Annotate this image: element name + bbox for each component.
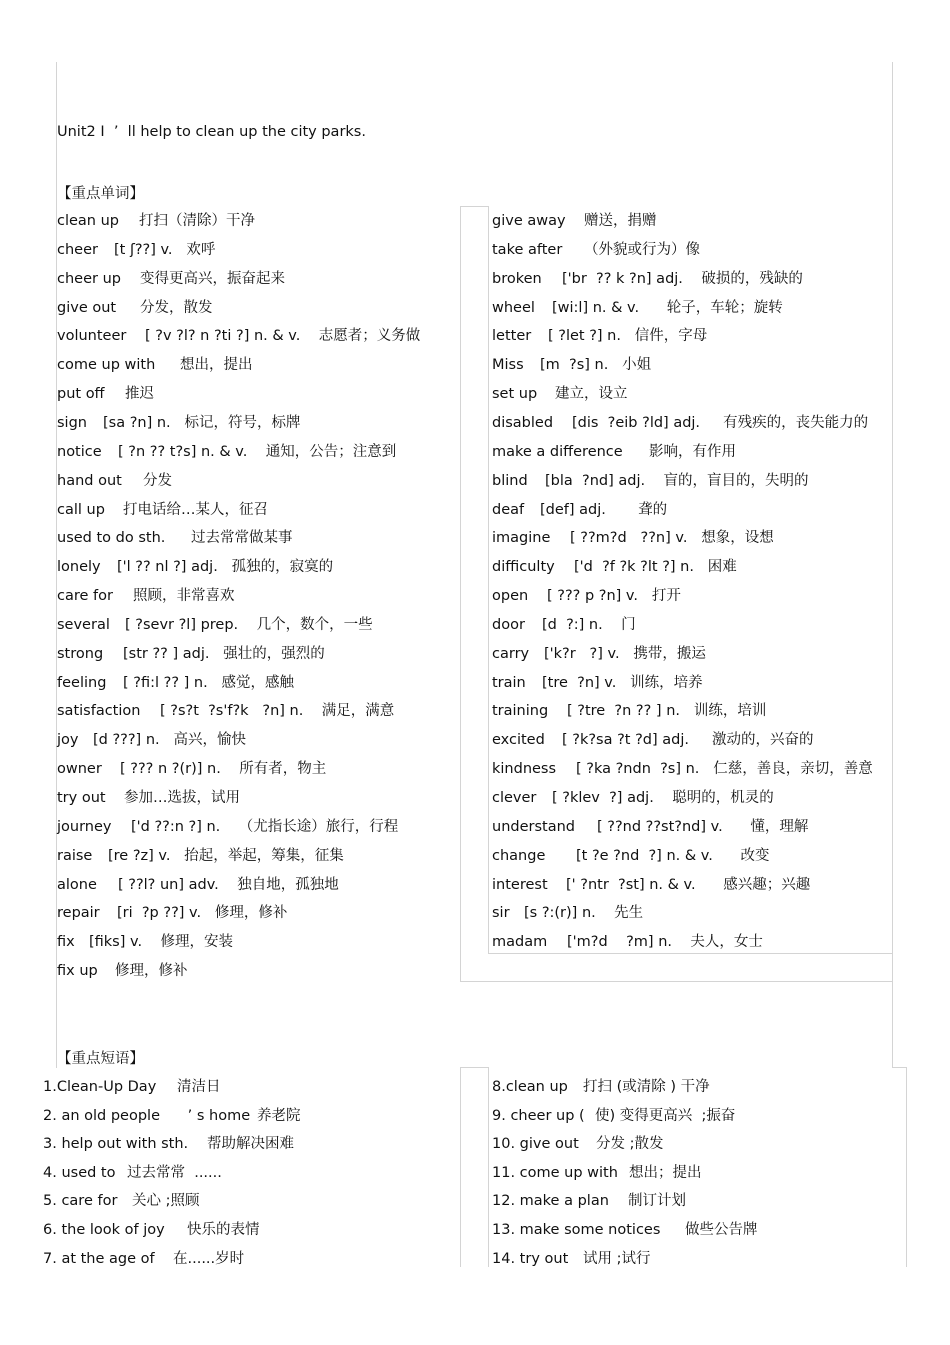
definition: 使) 变得更高兴 ;振奋 [595,1107,736,1124]
term: wheel [492,299,535,316]
column-border-left [460,206,461,982]
term: sign [57,414,87,431]
definition: [d ???] n. 高兴，愉快 [93,732,246,749]
definition: [ ??nd ??st?nd] v. 懂，理解 [597,818,809,835]
column-border-top [460,206,489,207]
term: 4. used to [43,1164,116,1181]
term: clever [492,790,537,806]
definition: [ ?v ?l? n ?ti ?] n. & v. 志愿者；义务做 [145,328,421,345]
term: give away [492,213,566,229]
term: letter [492,328,532,345]
definition: 打扫 (或清除 ) 干净 [583,1079,710,1095]
definition: 制订计划 [628,1193,686,1210]
term: several [57,616,110,633]
column-border-inner [488,206,489,954]
definition: 快乐的表情 [187,1222,260,1238]
term: clean up [57,213,120,229]
term: strong [57,645,104,662]
term: hand out [57,472,122,489]
term: alone [57,876,97,893]
term: 7. at the age of [43,1250,155,1267]
definition: [s ?:(r)] n. 先生 [524,905,644,922]
definition: [tre ?n] v. 训练，培养 [542,674,703,691]
definition: [ ??l? un] adv. 独自地，孤独地 [118,876,339,893]
term: satisfaction [57,703,141,720]
definition: 打扫（清除）干净 [139,213,255,229]
definition: [ ?let ?] n. 信件，字母 [548,328,708,345]
definition: 想出，提出 [180,357,253,374]
phrases-border-right [906,1067,907,1267]
term: imagine [492,530,551,547]
definition: [str ?? ] adj. 强壮的，强烈的 [123,645,325,662]
term: fix [57,934,75,951]
definition: [fiks] v. 修理，安装 [89,934,234,951]
page-border-right [892,62,893,1068]
term: disabled [492,414,554,431]
term: used to do sth. [57,530,166,547]
definition: [ri ?p ??] v. 修理，修补 [117,905,288,922]
term: open [492,588,529,605]
term: 6. the look of joy [43,1222,165,1238]
definition: ['d ?f ?k ?lt ?] n. 困难 [574,559,737,576]
section-divider [460,981,893,982]
definition: [def] adj. 聋的 [540,501,668,518]
definition: [d ?:] n. 门 [542,616,636,633]
term: madam [492,934,548,951]
definition: ['k?r ?] v. 携带，搬运 [544,645,706,662]
phrases-col-border-a [460,1067,461,1267]
definition: 变得更高兴，振奋起来 [140,270,285,287]
definition: 照顾，非常喜欢 [133,588,235,605]
term: make a difference [492,443,623,460]
definition: [t ?e ?nd ?] n. & v. 改变 [576,847,770,864]
term: training [492,703,549,720]
definition: [ ?n ?? t?s] n. & v. 通知，公告；注意到 [118,443,397,460]
term: deaf [492,501,525,518]
definition: ['m?d ?m] n. 夫人，女士 [567,934,763,951]
phrases-col-border-b [488,1067,489,1267]
term: notice [57,443,102,460]
definition: [' ?ntr ?st] n. & v. 感兴趣；兴趣 [566,876,811,893]
term: 11. come up with [492,1164,618,1181]
definition: 修理，修补 [115,963,188,980]
term: door [492,616,525,633]
term: fix up [57,963,98,980]
term: put off [57,386,105,403]
term: Miss [492,357,524,374]
term: 12. make a plan [492,1193,609,1210]
term: 1.Clean-Up Day [43,1079,157,1095]
definition: [m ?s] n. 小姐 [540,357,652,374]
term: repair [57,905,100,922]
definition: 建立，设立 [555,386,628,403]
term: blind [492,472,528,489]
term: excited [492,732,545,749]
definition: [ ?sevr ?l] prep. 几个，数个，一些 [125,616,373,633]
definition: 试用 ;试行 [583,1250,651,1267]
definition: [sa ?n] n. 标记，符号，标牌 [103,414,301,431]
term: volunteer [57,328,127,345]
definition: ['br ?? k ?n] adj. 破损的，残缺的 [562,270,803,287]
unit-title: Unit2 I ’ ll help to clean up the city parks. [57,124,366,140]
definition: 分发，散发 [140,299,213,316]
definition: [ ?tre ?n ?? ] n. 训练，培训 [567,703,767,720]
term: understand [492,818,575,835]
term: difficulty [492,559,555,576]
term: cheer up [57,270,121,287]
definition: [wi:l] n. & v. 轮子，车轮；旋转 [552,299,783,316]
term: sir [492,905,510,922]
definition: ['l ?? nl ?] adj. 孤独的，寂寞的 [117,559,334,576]
definition: [ ?s?t ?s'f?k ?n] n. 满足，满意 [160,703,395,720]
definition: 分发 [143,472,172,489]
definition: [t ʃ??] v. 欢呼 [114,241,216,258]
term: call up [57,501,105,518]
words-heading: 【重点单词】 [57,186,144,202]
definition: [ ?klev ?] adj. 聪明的，机灵的 [552,790,774,806]
definition: 参加…选拔，试用 [124,790,240,806]
term: care for [57,588,113,605]
definition: 在......岁时 [173,1250,245,1267]
term: cheer [57,241,98,258]
definition: [bla ?nd] adj. 盲的，盲目的，失明的 [545,472,809,489]
definition: [ ??m?d ??n] v. 想象，设想 [570,530,774,547]
definition: 养老院 [257,1107,301,1124]
term: feeling [57,674,107,691]
definition: 推迟 [125,386,154,403]
term: carry [492,645,530,662]
definition: 帮助解决困难 [207,1136,294,1153]
phrases-col-top [460,1067,489,1068]
definition: 影响，有作用 [649,443,736,460]
term: take after [492,241,563,258]
definition: [dis ?eib ?ld] adj. 有残疾的，丧失能力的 [572,414,869,431]
definition: 关心 ;照顾 [132,1193,200,1210]
term: lonely [57,559,101,576]
definition: 想出；提出 [629,1164,702,1181]
term: 5. care for [43,1193,118,1210]
term: joy [57,732,79,749]
term: broken [492,270,542,287]
term: journey [57,818,112,835]
term: interest [492,876,548,893]
definition: [ ??? n ?(r)] n. 所有者，物主 [120,761,327,778]
definition: [ ?k?sa ?t ?d] adj. 激动的，兴奋的 [562,732,814,749]
definition: 打电话给…某人，征召 [123,501,268,518]
term: 14. try out [492,1250,569,1267]
term: 2. an old people ’ s home [43,1107,251,1124]
term: give out [57,299,117,316]
definition: 清洁日 [177,1079,221,1095]
definition: 过去常常做某事 [191,530,293,547]
definition: [ ??? p ?n] v. 打开 [547,588,681,605]
term: 3. help out with sth. [43,1136,189,1153]
term: try out [57,790,106,806]
definition: [ ?fi:l ?? ] n. 感觉，感触 [123,674,295,691]
definition: （外貌或行为）像 [584,241,700,258]
phrases-heading: 【重点短语】 [57,1051,144,1067]
term: kindness [492,761,557,778]
column-border-bottom [488,953,893,954]
definition: [ ?ka ?ndn ?s] n. 仁慈，善良，亲切，善意 [576,761,873,778]
term: set up [492,386,538,403]
definition: [re ?z] v. 抬起，举起，筹集，征集 [108,847,344,864]
term: 10. give out [492,1136,579,1153]
phrases-right-top [892,1067,907,1068]
definition: 做些公告牌 [685,1222,758,1238]
definition: ['d ??:n ?] n. （尤指长途）旅行，行程 [131,818,399,835]
term: raise [57,847,93,864]
definition: 分发 ;散发 [596,1136,664,1153]
term: come up with [57,357,156,374]
term: owner [57,761,102,778]
term: change [492,847,546,864]
definition: 赠送，捐赠 [584,213,657,229]
term: 13. make some notices [492,1222,661,1238]
term: 8.clean up [492,1079,568,1095]
definition: 过去常常 ...... [127,1164,222,1181]
term: train [492,674,526,691]
term: 9. cheer up ( [492,1107,585,1124]
